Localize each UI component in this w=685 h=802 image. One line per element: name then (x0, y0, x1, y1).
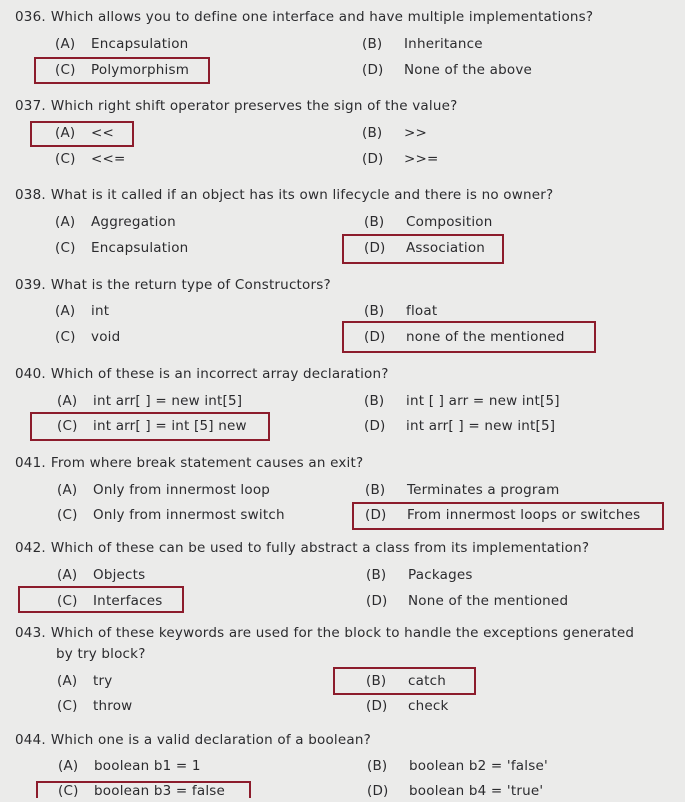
option-37-d[interactable] (362, 148, 439, 170)
option-letter: (C) (57, 418, 78, 434)
question-44 (15, 732, 371, 748)
option-text: Inheritance (404, 36, 483, 52)
option-text: boolean b3 = false (94, 783, 226, 799)
option-letter: (B) (366, 673, 387, 689)
option-text: Only from innermost loop (93, 482, 271, 498)
option-41-b[interactable] (365, 479, 560, 501)
option-38-a[interactable] (55, 211, 176, 233)
option-41-c[interactable] (57, 504, 285, 526)
option-text: catch (408, 673, 446, 689)
option-text: None of the mentioned (408, 593, 569, 609)
option-text: throw (93, 698, 133, 714)
question-number: 038. (15, 187, 46, 203)
option-letter: (D) (365, 507, 387, 523)
option-letter: (B) (366, 567, 387, 583)
question-text: Which one is a valid declaration of a boolean? (50, 732, 371, 748)
option-text: Interfaces (93, 593, 163, 609)
option-text: >> (404, 125, 428, 141)
option-text: Polymorphism (91, 62, 190, 78)
option-letter: (D) (367, 783, 389, 799)
option-text: Packages (408, 567, 473, 583)
option-39-c[interactable] (55, 326, 121, 348)
option-letter: (A) (55, 125, 76, 141)
option-letter: (A) (58, 758, 79, 774)
question-43 (15, 625, 634, 641)
option-text: None of the above (404, 62, 533, 78)
option-text: <<= (91, 151, 126, 167)
option-40-b[interactable] (364, 390, 560, 412)
option-letter: (C) (55, 240, 76, 256)
option-letter: (A) (55, 36, 76, 52)
question-39 (15, 277, 331, 293)
option-text: int arr[ ] = int [5] new (93, 418, 247, 434)
option-letter: (A) (57, 567, 78, 583)
option-letter: (A) (55, 303, 76, 319)
option-letter: (D) (362, 62, 384, 78)
answer-box-42 (18, 586, 184, 613)
option-text: void (91, 329, 121, 345)
option-letter: (A) (55, 214, 76, 230)
option-38-b[interactable] (364, 211, 493, 233)
option-36-a[interactable] (55, 33, 189, 55)
question-text: What is the return type of Constructors? (50, 277, 331, 293)
question-text: From where break statement causes an exit? (50, 455, 364, 471)
option-letter: (B) (365, 482, 386, 498)
option-text: Encapsulation (91, 240, 189, 256)
question-37 (15, 98, 457, 114)
option-39-a[interactable] (55, 300, 110, 322)
option-39-b[interactable] (364, 300, 438, 322)
option-text: Association (406, 240, 486, 256)
option-text: int (91, 303, 110, 319)
option-letter: (C) (58, 783, 79, 799)
option-37-b[interactable] (362, 122, 428, 144)
option-text: Encapsulation (91, 36, 189, 52)
option-36-d[interactable] (362, 59, 533, 81)
question-text: Which allows you to define one interface and have multiple implementations? (50, 9, 594, 25)
option-letter: (D) (362, 151, 384, 167)
answer-box-37 (30, 121, 134, 147)
option-letter: (D) (364, 329, 386, 345)
question-41 (15, 455, 363, 471)
option-letter: (C) (55, 151, 76, 167)
question-number: 040. (15, 366, 46, 382)
option-41-a[interactable] (57, 479, 271, 501)
option-letter: (C) (57, 698, 78, 714)
option-letter: (B) (362, 36, 383, 52)
option-letter: (D) (364, 418, 386, 434)
option-letter: (C) (57, 507, 78, 523)
option-text: Objects (93, 567, 146, 583)
option-letter: (B) (367, 758, 388, 774)
option-text: Aggregation (91, 214, 176, 230)
option-text: int [ ] arr = new int[5] (406, 393, 560, 409)
question-38 (15, 187, 553, 203)
option-letter: (C) (57, 593, 78, 609)
option-37-c[interactable] (55, 148, 126, 170)
answer-box-44 (36, 781, 251, 798)
option-text: int arr[ ] = new int[5] (406, 418, 556, 434)
question-text: Which of these can be used to fully abstract a class from its implementation? (50, 540, 590, 556)
option-letter: (A) (57, 673, 78, 689)
question-number: 041. (15, 455, 46, 471)
question-text: Which of these keywords are used for the block to handle the exceptions generated (50, 625, 635, 641)
option-38-c[interactable] (55, 237, 189, 259)
option-42-d[interactable] (366, 590, 569, 612)
answer-box-43 (333, 667, 476, 695)
option-text: Terminates a program (407, 482, 560, 498)
question-number: 044. (15, 732, 46, 748)
question-40 (15, 366, 389, 382)
option-text: float (406, 303, 438, 319)
answer-box-36 (34, 57, 210, 84)
question-text-continued: by try block? (56, 646, 146, 662)
question-42 (15, 540, 589, 556)
answer-box-38 (342, 234, 504, 264)
option-43-c[interactable] (57, 695, 133, 717)
option-43-a[interactable] (57, 670, 113, 692)
option-letter: (A) (57, 482, 78, 498)
question-number: 037. (15, 98, 46, 114)
option-letter: (D) (364, 240, 386, 256)
answer-box-40 (30, 412, 270, 441)
option-text: << (91, 125, 115, 141)
option-letter: (B) (362, 125, 383, 141)
option-42-b[interactable] (366, 564, 473, 586)
option-40-d[interactable] (364, 415, 556, 437)
option-letter: (C) (55, 329, 76, 345)
question-number: 036. (15, 9, 46, 25)
option-text: From innermost loops or switches (407, 507, 641, 523)
option-letter: (B) (364, 393, 385, 409)
option-42-a[interactable] (57, 564, 146, 586)
question-36 (15, 9, 593, 25)
option-44-a[interactable] (58, 755, 201, 777)
option-text: boolean b1 = 1 (94, 758, 201, 774)
question-number: 039. (15, 277, 46, 293)
option-36-b[interactable] (362, 33, 483, 55)
option-text: none of the mentioned (406, 329, 565, 345)
option-44-b[interactable] (367, 755, 548, 777)
option-text: boolean b4 = 'true' (409, 783, 544, 799)
option-text: Only from innermost switch (93, 507, 285, 523)
answer-box-39 (342, 321, 596, 353)
option-text: check (408, 698, 449, 714)
option-text: Composition (406, 214, 493, 230)
option-text: try (93, 673, 113, 689)
option-40-a[interactable] (57, 390, 243, 412)
option-letter: (C) (55, 62, 76, 78)
option-letter: (B) (364, 214, 385, 230)
option-letter: (B) (364, 303, 385, 319)
question-number: 043. (15, 625, 46, 641)
question-number: 042. (15, 540, 46, 556)
question-text: Which of these is an incorrect array declaration? (50, 366, 389, 382)
option-letter: (D) (366, 698, 388, 714)
question-text: Which right shift operator preserves the sign of the value? (50, 98, 458, 114)
question-text: What is it called if an object has its own lifecycle and there is no owner? (50, 187, 554, 203)
option-text: boolean b2 = 'false' (409, 758, 548, 774)
option-letter: (D) (366, 593, 388, 609)
option-text: int arr[ ] = new int[5] (93, 393, 243, 409)
option-43-d[interactable] (366, 695, 449, 717)
option-letter: (A) (57, 393, 78, 409)
option-text: >>= (404, 151, 439, 167)
option-44-d[interactable] (367, 780, 544, 802)
answer-box-41 (352, 502, 664, 530)
